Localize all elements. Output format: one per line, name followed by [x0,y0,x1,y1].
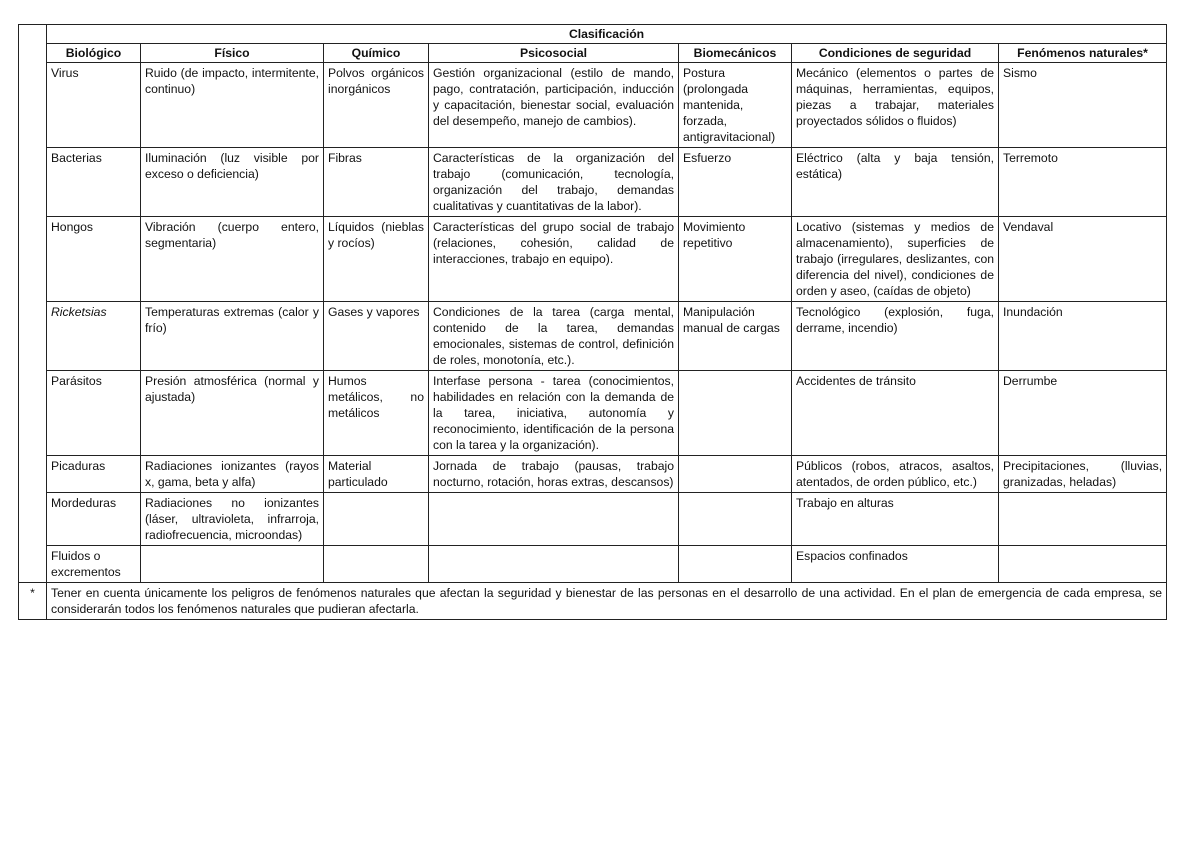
footnote-text: Tener en cuenta únicamente los peligros de fenómenos naturales que afectan la seguridad y bienestar de las personas en el desarrollo de una actividad. En el plan de emergencia de cada empresa, se considerarán todos los fenómenos naturales que pudieran afectarla. [47,583,1167,620]
table-cell: Material particulado [324,456,429,493]
table-row [19,217,1167,302]
row-header-cell [19,25,47,583]
table-cell [429,546,679,583]
table-cell: Virus [47,63,141,148]
table-cell: Postura (prolongada mantenida, forzada, antigravitacional) [679,63,792,148]
table-cell: Espacios confinados [792,546,999,583]
table-row [19,493,1167,546]
table-cell: Radiaciones no ionizantes (láser, ultravioleta, infrarroja, radiofrecuencia, microondas) [141,493,324,546]
table-cell: Radiaciones ionizantes (rayos x, gama, beta y alfa) [141,456,324,493]
table-cell: Hongos [47,217,141,302]
table-cell: Públicos (robos, atracos, asaltos, atentados, de orden público, etc.) [792,456,999,493]
table-cell: Vendaval [999,217,1167,302]
column-header: Fenómenos naturales* [999,44,1167,63]
table-cell: Interfase persona - tarea (conocimientos, habilidades en relación con la demanda de la tarea, iniciativa, autonomía y reconocimiento, identificación de la persona con la tarea y la organización). [429,371,679,456]
table-cell: Ruido (de impacto, intermitente, continuo) [141,63,324,148]
table-cell: Iluminación (luz visible por exceso o deficiencia) [141,148,324,217]
table-cell: Accidentes de tránsito [792,371,999,456]
table-cell [324,546,429,583]
table-cell: Humos metálicos, no metálicos [324,371,429,456]
table-cell: Características del grupo social de trabajo (relaciones, cohesión, calidad de interacciones, trabajo en equipo). [429,217,679,302]
table-cell: Trabajo en alturas [792,493,999,546]
column-header: Biológico [47,44,141,63]
table-cell: Picaduras [47,456,141,493]
table-cell: Tecnológico (explosión, fuga, derrame, incendio) [792,302,999,371]
table-row [19,302,1167,371]
table-row [19,456,1167,493]
table-cell: Mecánico (elementos o partes de máquinas, herramientas, equipos, piezas a trabajar, materiales proyectados sólidos o fluidos) [792,63,999,148]
table-cell [429,493,679,546]
column-header: Psicosocial [429,44,679,63]
table-cell [679,546,792,583]
table-cell [679,493,792,546]
group-header: Clasificación [47,25,1167,44]
hazard-classification-document [18,24,1166,620]
footnote-row [19,583,1167,620]
table-cell: Locativo (sistemas y medios de almacenamiento), superficies de trabajo (irregulares, deslizantes, con diferencia del nivel), condiciones de orden y aseo, (caídas de objeto) [792,217,999,302]
column-header-row [19,44,1167,63]
table-cell [679,456,792,493]
table-cell: Precipitaciones, (lluvias, granizadas, heladas) [999,456,1167,493]
table-cell: Líquidos (nieblas y rocíos) [324,217,429,302]
table-cell: Temperaturas extremas (calor y frío) [141,302,324,371]
table-cell: Presión atmosférica (normal y ajustada) [141,371,324,456]
table-cell: Movimiento repetitivo [679,217,792,302]
table-cell: Eléctrico (alta y baja tensión, estática) [792,148,999,217]
column-header: Biomecánicos [679,44,792,63]
column-header: Condiciones de seguridad [792,44,999,63]
group-header-row [19,25,1167,44]
table-cell [999,546,1167,583]
table-cell: Ricketsias [47,302,141,371]
table-cell: Manipulación manual de cargas [679,302,792,371]
table-cell: Derrumbe [999,371,1167,456]
table-cell: Polvos orgánicos inorgánicos [324,63,429,148]
footnote-mark: * [19,583,47,620]
table-cell: Características de la organización del trabajo (comunicación, tecnología, organización del trabajo, demandas cualitativas y cuantitativas de la labor). [429,148,679,217]
table-row [19,371,1167,456]
table-cell: Gestión organizacional (estilo de mando, pago, contratación, participación, inducción y capacitación, bienestar social, evaluación del desempeño, manejo de cambios). [429,63,679,148]
table-cell: Mordeduras [47,493,141,546]
table-cell: Gases y vapores [324,302,429,371]
table-cell: Inundación [999,302,1167,371]
hazard-classification-table [18,24,1167,620]
table-cell: Parásitos [47,371,141,456]
table-cell [141,546,324,583]
table-cell [679,371,792,456]
table-row [19,546,1167,583]
table-cell: Esfuerzo [679,148,792,217]
table-cell: Fluidos o excrementos [47,546,141,583]
column-header: Químico [324,44,429,63]
table-cell: Vibración (cuerpo entero, segmentaria) [141,217,324,302]
table-row [19,63,1167,148]
table-cell: Bacterias [47,148,141,217]
table-cell: Sismo [999,63,1167,148]
table-cell: Jornada de trabajo (pausas, trabajo nocturno, rotación, horas extras, descansos) [429,456,679,493]
table-cell [999,493,1167,546]
table-cell: Terremoto [999,148,1167,217]
column-header: Físico [141,44,324,63]
table-cell: Fibras [324,148,429,217]
table-row [19,148,1167,217]
table-cell [324,493,429,546]
table-cell: Condiciones de la tarea (carga mental, contenido de la tarea, demandas emocionales, sistemas de control, definición de roles, monotonía, etc.). [429,302,679,371]
